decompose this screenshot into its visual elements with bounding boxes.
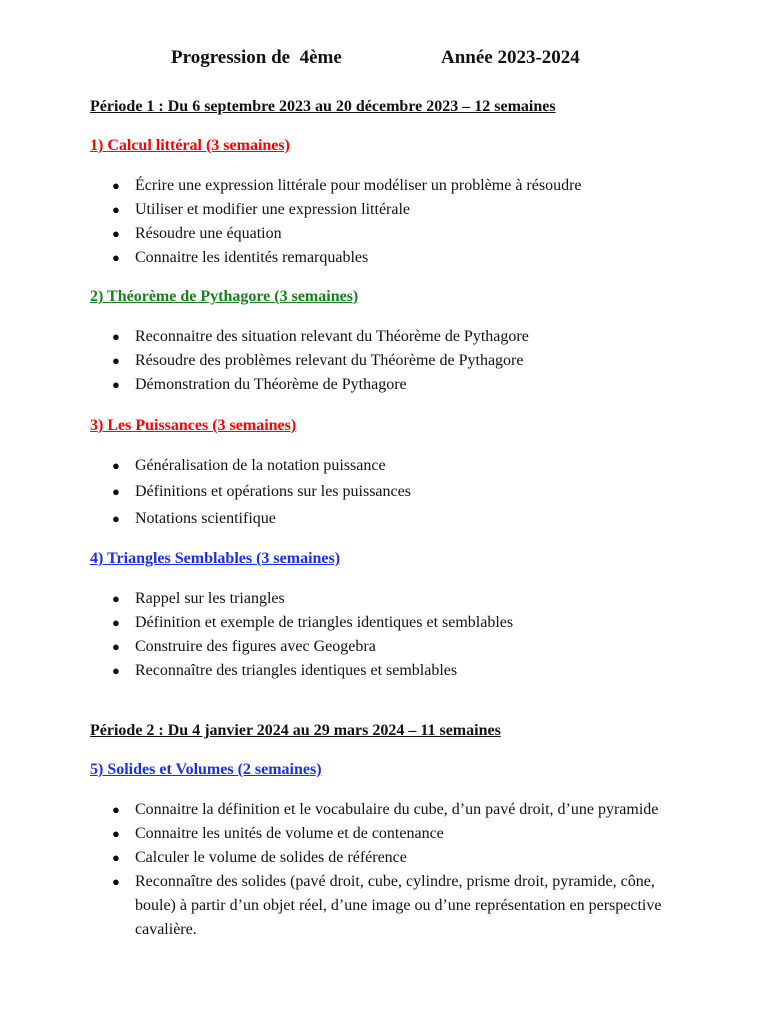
bullet-icon: ● [112, 615, 120, 630]
section-2-list [0, 325, 768, 397]
list-item: ● Généralisation de la notation puissance [0, 454, 768, 480]
list-item: ● Écrire une expression littérale pour modéliser un problème à résoudre [0, 174, 768, 198]
list-item: ● Connaitre la définition et le vocabulaire du cube, d’un pavé droit, d’une pyramide [0, 798, 768, 822]
list-item: ● Calculer le volume de solides de référence [0, 846, 768, 870]
bullet-icon: ● [112, 639, 120, 654]
list-item: ● Résoudre des problèmes relevant du Théorème de Pythagore [0, 349, 768, 373]
list-item: ● Connaitre les identités remarquables [0, 246, 768, 270]
page-title: Progression de 4ème [171, 47, 342, 68]
bullet-icon: ● [112, 663, 120, 678]
period-2-heading: Période 2 : Du 4 janvier 2024 au 29 mars 2024 – 11 semaines [90, 722, 501, 739]
list-item: ● Construire des figures avec Geogebra [0, 635, 768, 659]
bullet-icon: ● [112, 511, 120, 526]
list-item: ● Notations scientifique [0, 507, 768, 531]
bullet-icon: ● [112, 826, 120, 841]
bullet-icon: ● [112, 178, 120, 193]
list-item: ● Rappel sur les triangles [0, 587, 768, 611]
bullet-icon: ● [112, 202, 120, 217]
list-item: ● Utiliser et modifier une expression littérale [0, 198, 768, 222]
bullet-icon: ● [112, 377, 120, 392]
section-4-title: 4) Triangles Semblables (3 semaines) [90, 550, 341, 567]
bullet-icon: ● [112, 802, 120, 817]
section-5-list [0, 798, 768, 942]
list-item: ● Connaitre les unités de volume et de contenance [0, 822, 768, 846]
list-item: ● Reconnaître des triangles identiques et semblables [0, 659, 768, 683]
period-1-heading: Période 1 : Du 6 septembre 2023 au 20 décembre 2023 – 12 semaines [90, 98, 556, 115]
bullet-icon: ● [112, 329, 120, 344]
list-item: ● Définitions et opérations sur les puissances [0, 480, 768, 507]
school-year: Année 2023-2024 [441, 47, 580, 68]
section-4-list [0, 587, 768, 683]
bullet-icon: ● [112, 353, 120, 368]
list-item: ● Reconnaitre des situation relevant du Théorème de Pythagore [0, 325, 768, 349]
list-item: ● Démonstration du Théorème de Pythagore [0, 373, 768, 397]
list-item: ● Reconnaître des solides (pavé droit, cube, cylindre, prisme droit, pyramide, cône, boule) à partir d’un objet réel, d’une image ou d’une représentation en perspective cavalière. [0, 870, 768, 942]
bullet-icon: ● [112, 250, 120, 265]
section-1-title: 1) Calcul littéral (3 semaines) [90, 137, 290, 154]
section-2-title: 2) Théorème de Pythagore (3 semaines) [90, 288, 359, 305]
bullet-icon: ● [112, 226, 120, 241]
bullet-icon: ● [112, 458, 120, 473]
bullet-icon: ● [112, 850, 120, 865]
bullet-icon: ● [112, 874, 120, 889]
bullet-icon: ● [112, 591, 120, 606]
section-5-title: 5) Solides et Volumes (2 semaines) [90, 761, 322, 778]
section-3-list [0, 454, 768, 531]
list-item: ● Résoudre une équation [0, 222, 768, 246]
document-header [0, 47, 768, 73]
bullet-icon: ● [112, 484, 120, 499]
section-3-title: 3) Les Puissances (3 semaines) [90, 417, 297, 434]
section-1-list [0, 174, 768, 270]
list-item: ● Définition et exemple de triangles identiques et semblables [0, 611, 768, 635]
